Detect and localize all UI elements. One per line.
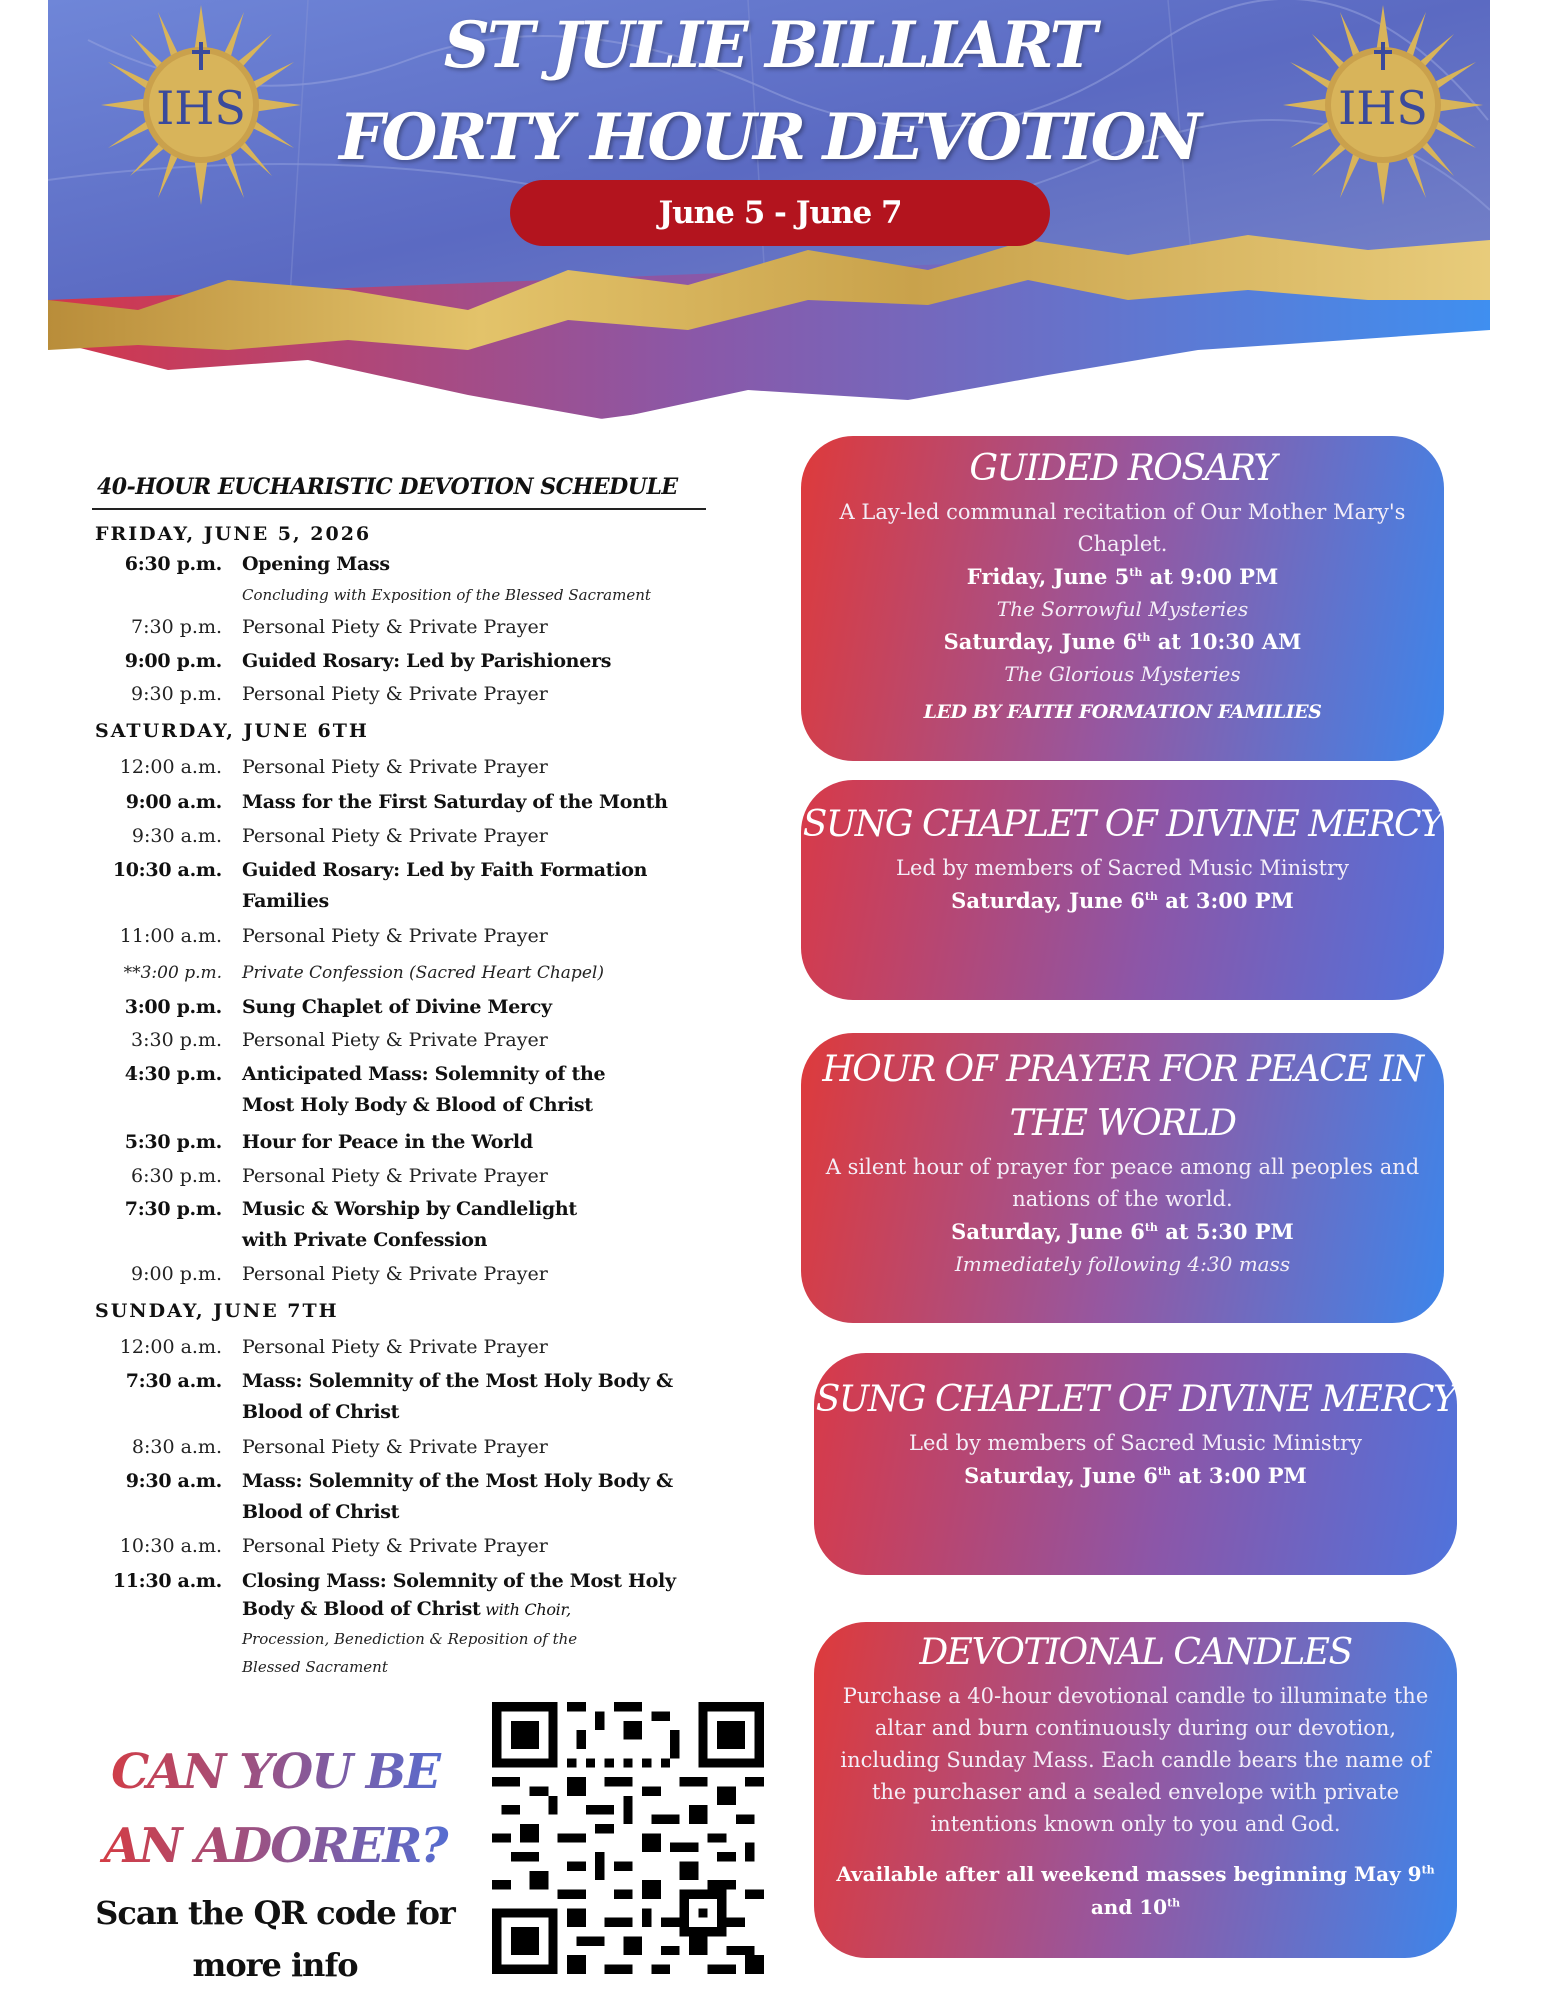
row-event: Blood of Christ bbox=[242, 1501, 400, 1523]
card-time: at 9:00 PM bbox=[1142, 564, 1279, 589]
card-date-suffix: th bbox=[1144, 1221, 1158, 1234]
row-event: Mass: Solemnity of the Most Holy Body & bbox=[242, 1370, 673, 1392]
card-date-line bbox=[801, 884, 1444, 917]
row-event-line bbox=[242, 1594, 712, 1625]
card-date-suffix: th bbox=[1144, 890, 1158, 903]
card-title: GUIDED ROSARY bbox=[969, 448, 1276, 489]
day-heading-sunday: SUNDAY, JUNE 7TH bbox=[95, 1300, 339, 1322]
card-note: Immediately following 4:30 mass bbox=[954, 1252, 1291, 1276]
card-date: Saturday, June 6 bbox=[951, 888, 1145, 913]
schedule-title: 40-HOUR EUCHARISTIC DEVOTION SCHEDULE bbox=[97, 474, 678, 500]
title-line-1: ST JULIE BILLIART bbox=[443, 8, 1095, 83]
adorer-question-line-2: AN ADORER? bbox=[85, 1809, 465, 1883]
row-event: Sung Chaplet of Divine Mercy bbox=[242, 996, 552, 1018]
row-event: Hour for Peace in the World bbox=[242, 1131, 533, 1153]
row-event: Guided Rosary: Led by Parishioners bbox=[242, 650, 612, 672]
svg-text:IHS: IHS bbox=[1338, 81, 1428, 135]
card-date-suffix: th bbox=[1167, 1896, 1181, 1910]
row-event: Mass for the First Saturday of the Month bbox=[242, 791, 668, 813]
row-event: Personal Piety & Private Prayer bbox=[242, 1029, 548, 1051]
row-time: 7:30 p.m. bbox=[131, 616, 222, 638]
row-event: Families bbox=[242, 890, 329, 912]
row-event: Guided Rosary: Led by Faith Formation bbox=[242, 859, 648, 881]
card-title: DEVOTIONAL CANDLES bbox=[919, 1632, 1352, 1673]
row-event: Personal Piety & Private Prayer bbox=[242, 825, 548, 847]
card-time: at 3:00 PM bbox=[1157, 888, 1294, 913]
row-time: 7:30 a.m. bbox=[125, 1370, 222, 1392]
row-event: Mass: Solemnity of the Most Holy Body & bbox=[242, 1470, 673, 1492]
row-event: Personal Piety & Private Prayer bbox=[242, 1263, 548, 1285]
card-date-suffix: th bbox=[1137, 631, 1151, 644]
svg-text:IHS: IHS bbox=[156, 81, 246, 135]
row-time: 7:30 p.m. bbox=[124, 1198, 222, 1220]
card-description: Led by members of Sacred Music Ministry bbox=[896, 856, 1349, 880]
schedule-divider bbox=[92, 508, 706, 510]
row-event-note: with Choir, bbox=[480, 1600, 571, 1619]
card-devotional-candles bbox=[814, 1622, 1457, 1958]
row-event: Personal Piety & Private Prayer bbox=[242, 756, 548, 778]
card-guided-rosary bbox=[801, 436, 1444, 761]
row-time: 11:30 a.m. bbox=[112, 1570, 222, 1592]
row-event: Personal Piety & Private Prayer bbox=[242, 1165, 548, 1187]
row-event: Music & Worship by Candlelight bbox=[242, 1198, 577, 1220]
card-date: Saturday, June 6 bbox=[943, 629, 1138, 654]
row-time: 10:30 a.m. bbox=[119, 1535, 222, 1557]
card-sung-chaplet-2 bbox=[814, 1353, 1457, 1575]
card-availability-text: and 10 bbox=[1090, 1895, 1168, 1919]
qr-code[interactable] bbox=[492, 1702, 764, 1974]
card-date-suffix: th bbox=[1421, 1863, 1435, 1877]
row-time: 9:30 a.m. bbox=[125, 1470, 222, 1492]
card-date-line bbox=[801, 560, 1444, 593]
title-line-2: FORTY HOUR DEVOTION bbox=[339, 100, 1199, 175]
row-event: Anticipated Mass: Solemnity of the bbox=[242, 1063, 606, 1085]
card-availability-text: Available after all weekend masses beginning May 9 bbox=[836, 1862, 1422, 1886]
row-time: 6:30 p.m. bbox=[131, 1165, 222, 1187]
card-title: SUNG CHAPLET OF DIVINE MERCY bbox=[802, 804, 1443, 845]
row-time: 12:00 a.m. bbox=[119, 756, 222, 778]
row-event: Personal Piety & Private Prayer bbox=[242, 1336, 548, 1358]
card-availability bbox=[814, 1858, 1457, 1924]
card-title: SUNG CHAPLET OF DIVINE MERCY bbox=[815, 1379, 1456, 1420]
row-time: 5:30 p.m. bbox=[124, 1131, 222, 1153]
row-time: 4:30 p.m. bbox=[124, 1063, 222, 1085]
row-time: 9:00 a.m. bbox=[125, 791, 222, 813]
adorer-question-line-1: CAN YOU BE bbox=[85, 1735, 465, 1809]
row-event: Personal Piety & Private Prayer bbox=[242, 1436, 548, 1458]
card-sung-chaplet bbox=[801, 780, 1444, 1000]
row-event: with Private Confession bbox=[242, 1229, 488, 1251]
scan-instruction-line-2: more info bbox=[192, 1946, 358, 1984]
card-time: at 3:00 PM bbox=[1170, 1463, 1307, 1488]
card-title: HOUR OF PRAYER FOR PEACE IN THE WORLD bbox=[822, 1049, 1423, 1144]
card-date-line bbox=[814, 1459, 1457, 1492]
row-time: 3:00 p.m. bbox=[124, 996, 222, 1018]
row-event: Personal Piety & Private Prayer bbox=[242, 1535, 548, 1557]
row-time: 3:30 p.m. bbox=[131, 1029, 222, 1051]
day-heading-saturday: SATURDAY, JUNE 6TH bbox=[95, 720, 369, 742]
scan-instruction-line-1: Scan the QR code for bbox=[95, 1894, 455, 1932]
adorer-callout bbox=[85, 1735, 465, 1991]
card-date: Saturday, June 6 bbox=[964, 1463, 1158, 1488]
card-date-line bbox=[801, 625, 1444, 658]
card-description: A silent hour of prayer for peace among all peoples and nations of the world. bbox=[825, 1155, 1420, 1211]
card-date-suffix: th bbox=[1157, 1465, 1171, 1478]
row-time: 9:30 p.m. bbox=[131, 683, 222, 705]
card-date-line bbox=[801, 1215, 1444, 1248]
row-event: Most Holy Body & Blood of Christ bbox=[242, 1094, 593, 1116]
row-time: 10:30 a.m. bbox=[112, 859, 222, 881]
row-time: 6:30 p.m. bbox=[124, 553, 222, 575]
row-time: 11:00 a.m. bbox=[119, 925, 222, 947]
row-note: Concluding with Exposition of the Blessed Sacrament bbox=[242, 586, 651, 604]
card-date: Saturday, June 6 bbox=[951, 1219, 1145, 1244]
row-event: Personal Piety & Private Prayer bbox=[242, 683, 548, 705]
card-hour-of-prayer bbox=[801, 1033, 1444, 1323]
card-description: A Lay-led communal recitation of Our Mother Mary's Chaplet. bbox=[839, 500, 1406, 556]
card-note: The Glorious Mysteries bbox=[1004, 662, 1241, 686]
row-time: 9:00 p.m. bbox=[131, 1263, 222, 1285]
row-time: 12:00 a.m. bbox=[119, 1336, 222, 1358]
card-time: at 5:30 PM bbox=[1157, 1219, 1294, 1244]
row-time: 8:30 a.m. bbox=[131, 1436, 222, 1458]
qr-code-icon bbox=[492, 1702, 764, 1974]
date-range-badge: June 5 - June 7 bbox=[510, 180, 1050, 246]
row-event: Blood of Christ bbox=[242, 1401, 400, 1423]
day-heading-friday: FRIDAY, JUNE 5, 2026 bbox=[95, 523, 372, 545]
row-time: 9:30 a.m. bbox=[131, 825, 222, 847]
row-event: Personal Piety & Private Prayer bbox=[242, 616, 548, 638]
card-date: Friday, June 5 bbox=[966, 564, 1130, 589]
row-note: Procession, Benediction & Reposition of the bbox=[242, 1630, 578, 1648]
row-event: Body & Blood of Christ bbox=[242, 1598, 481, 1620]
card-date-suffix: th bbox=[1129, 566, 1143, 579]
row-event: Opening Mass bbox=[242, 553, 390, 575]
row-time: **3:00 p.m. bbox=[123, 963, 222, 983]
card-description: Purchase a 40-hour devotional candle to illuminate the altar and burn continuously during our devotion, including Sunday Mass. Each candle bears the name of the purchaser and a sealed envelope with private intentions known only to you and God. bbox=[840, 1684, 1431, 1836]
card-description: Led by members of Sacred Music Ministry bbox=[909, 1431, 1362, 1455]
row-note: Blessed Sacrament bbox=[242, 1658, 388, 1676]
card-footer: LED BY FAITH FORMATION FAMILIES bbox=[923, 701, 1322, 723]
card-time: at 10:30 AM bbox=[1150, 629, 1302, 654]
row-event: Closing Mass: Solemnity of the Most Holy bbox=[242, 1570, 676, 1592]
row-event: Personal Piety & Private Prayer bbox=[242, 925, 548, 947]
card-note: The Sorrowful Mysteries bbox=[996, 597, 1249, 621]
row-time: 9:00 p.m. bbox=[124, 650, 222, 672]
header-banner bbox=[48, 0, 1490, 440]
row-event: Private Confession (Sacred Heart Chapel) bbox=[242, 963, 604, 983]
